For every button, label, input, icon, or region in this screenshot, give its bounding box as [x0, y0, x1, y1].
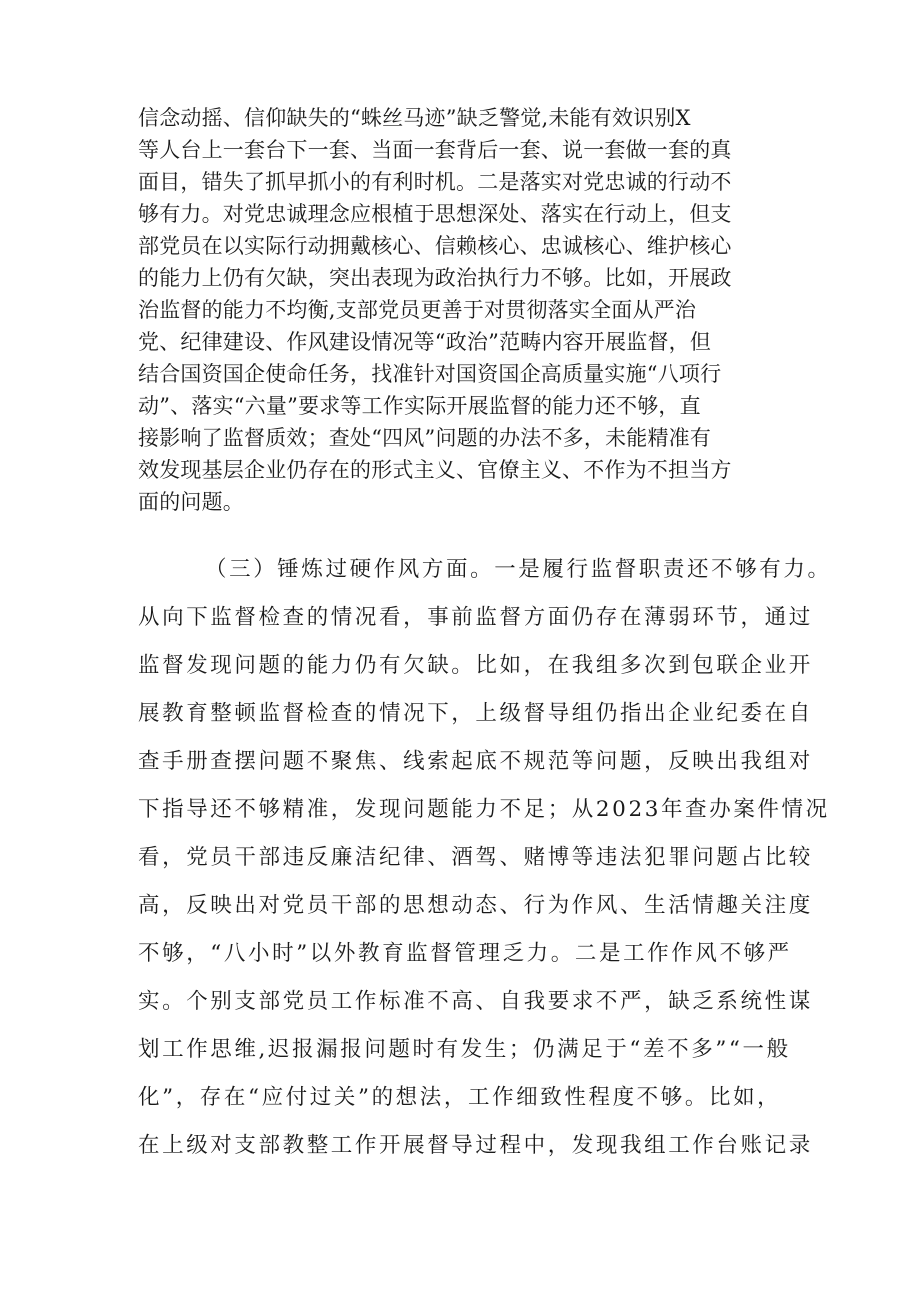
text-line: 实。个别支部党员工作标准不高、自我要求不严，缺乏系统性谋: [138, 989, 813, 1014]
text-line: 监督发现问题的能力仍有欠缺。比如，在我组多次到包联企业开: [138, 653, 813, 678]
text-line: 党、纪律建设、作风建设情况等“政治”范畴内容开展监督，但: [138, 330, 712, 354]
text-line: 部党员在以实际行动拥戴核心、信赖核心、忠诚核心、维护核心: [138, 234, 732, 258]
text-line: 从向下监督检查的情况看，事前监督方面仍存在薄弱环节，通过: [138, 605, 813, 630]
text-line: 划工作思维,迟报漏报问题时有发生；仍满足于“差不多”“一般: [138, 1037, 791, 1062]
text-line: 不够，“八小时”以外教育监督管理乏力。二是工作作风不够严: [138, 941, 792, 966]
text-line: 在上级对支部教整工作开展督导过程中，发现我组工作台账记录: [138, 1133, 813, 1158]
text-line: 查手册查摆问题不聚焦、线索起底不规范等问题，反映出我组对: [138, 749, 813, 774]
text-line: 接影响了监督质效；查处“四风”问题的办法不多，未能精准有: [138, 426, 712, 450]
text-line: 高，反映出对党员干部的思想动态、行为作风、生活情趣关注度: [138, 893, 813, 918]
section-heading-line: （三）锤炼过硬作风方面。一是履行监督职责还不够有力。: [205, 557, 832, 582]
text-line: 信念动摇、信仰缺失的“蛛丝马迹”缺乏警觉,未能有效识别X: [138, 106, 691, 130]
text-line: 化”，存在“应付过关”的想法，工作细致性程度不够。比如，: [138, 1085, 782, 1110]
text-line: 看，党员干部违反廉洁纪律、酒驾、赌博等违法犯罪问题占比较: [138, 845, 813, 870]
text-line: 够有力。对党忠诚理念应根植于思想深处、落实在行动上，但支: [138, 202, 732, 226]
text-line: 面的问题。: [138, 490, 244, 514]
text-line: 效发现基层企业仍存在的形式主义、官僚主义、不作为不担当方: [138, 458, 732, 482]
text-line: 等人台上一套台下一套、当面一套背后一套、说一套做一套的真: [138, 138, 732, 162]
text-line: 结合国资国企使命任务，找准针对国资国企高质量实施“八项行: [138, 362, 722, 386]
text-line: 治监督的能力不均衡,支部党员更善于对贯彻落实全面从严治: [138, 298, 697, 322]
text-line: 动”、落实“六量”要求等工作实际开展监督的能力还不够，直: [138, 394, 701, 418]
text-line: 面目，错失了抓早抓小的有利时机。二是落实对党忠诚的行动不: [138, 170, 732, 194]
text-line: 展教育整顿监督检查的情况下，上级督导组仍指出企业纪委在自: [138, 701, 813, 726]
text-line: 下指导还不够精准，发现问题能力不足；从2023年查办案件情况: [138, 797, 830, 822]
text-line: 的能力上仍有欠缺，突出表现为政治执行力不够。比如，开展政: [138, 266, 732, 290]
